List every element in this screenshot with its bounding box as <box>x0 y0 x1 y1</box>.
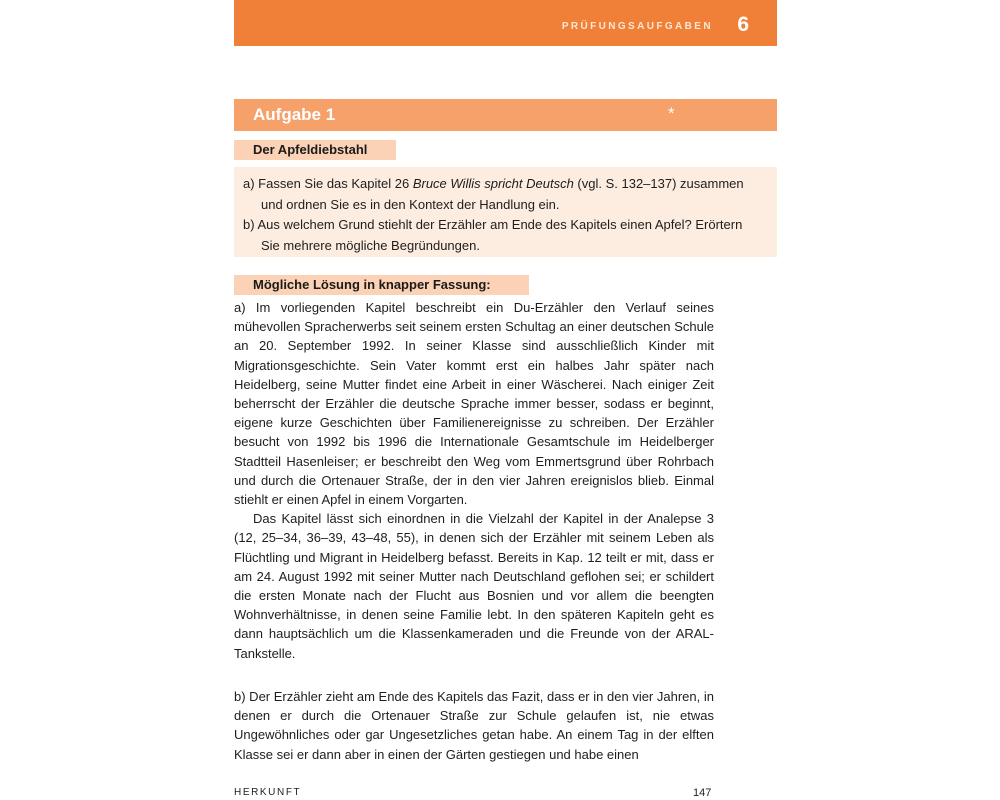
question-b: b) Aus welchem Grund stiehlt der Erzähler am Ende des Kapitels einen Apfel? Erörtern Sie mehrere mögliche Begründungen. <box>243 217 743 253</box>
section-title: PRÜFUNGSAUFGABEN <box>561 21 713 32</box>
task-title-bar <box>234 99 777 131</box>
solution-part-a <box>234 298 714 663</box>
question-a: a) Fassen Sie das Kapitel 26 Bruce Willis spricht Deutsch (vgl. S. 132–137) zusammen und ordnen Sie es in den Kontext der Handlung ein. <box>243 176 744 212</box>
solution-part-b <box>234 687 714 764</box>
chapter-header-bar <box>234 0 777 46</box>
topic-label: Der Apfeldiebstahl <box>234 140 396 160</box>
solution-label: Mögliche Lösung in knapper Fassung: <box>234 275 529 295</box>
book-title: Bruce Willis spricht Deutsch <box>412 176 574 191</box>
chapter-number: 6 <box>737 13 749 36</box>
difficulty-star-icon: * <box>668 104 675 123</box>
solution-b-paragraph-1: b) Der Erzähler zieht am Ende des Kapitels das Fazit, dass er in den vier Jahren, in denen er durch die Ortenauer Straße zur Schule gelaufen ist, nie etwas Ungewöhnliches oder gar Ungesetzliches getan habe. An einem Tag in der elften Klasse sei er dann aber in einen der Gärten gestiegen und habe einen <box>234 689 714 762</box>
page-number: 147 <box>693 787 712 799</box>
running-title: HERKUNFT <box>234 787 302 798</box>
task-questions-box <box>234 167 777 257</box>
solution-a-paragraph-1: a) Im vorliegenden Kapitel beschreibt ein Du-Erzähler den Verlauf seines mühevollen Spracherwerbs seit seinem ersten Schultag an einer deutschen Schule an 20. September 1992. In seiner Klasse sind ausschließlich Kinder mit Migrationsgeschichte. Sein Vater kommt erst ein halbes Jahr später nach Heidelberg, seine Mutter findet eine Arbeit in einer Wäscherei. Nach einiger Zeit beherrscht der Erzähler die deutsche Sprache immer besser, sodass er beginnt, eigene kurze Geschichten über Familienereignisse zu schreiben. Der Erzähler besucht von 1992 bis 1996 die Internationale Gesamtschule im Heidelberger Stadtteil Hasenleiser; er beschreibt den Weg vom Emmertsgrund über Rohrbach und durch die Ortenauer Straße, der in den vier Jahren ereignislos blieb. Einmal stiehlt er einen Apfel in einem Vorgarten. <box>234 300 714 508</box>
task-title: Aufgabe 1 <box>253 105 336 124</box>
solution-a-paragraph-2: Das Kapitel lässt sich einordnen in die Vielzahl der Kapitel in der Analepse 3 (12, 25–34, 36–39, 43–48, 55), in denen sich der Erzähler mit seinem Leben als Flüchtling und Migrant in Heidelberg befasst. Bereits in Kap. 12 teilt er mit, dass er am 24. August 1992 mit seiner Mutter nach Deutschland geflohen sei; er schildert die ersten Monate nach der Flucht aus Bosnien und vor allem die beengten Wohnverhältnisse, in denen seine Familie lebt. In den späteren Kapiteln geht es dann hauptsächlich um die Klassenkameraden und die Freunde von der ARAL-Tankstelle. <box>234 511 714 661</box>
